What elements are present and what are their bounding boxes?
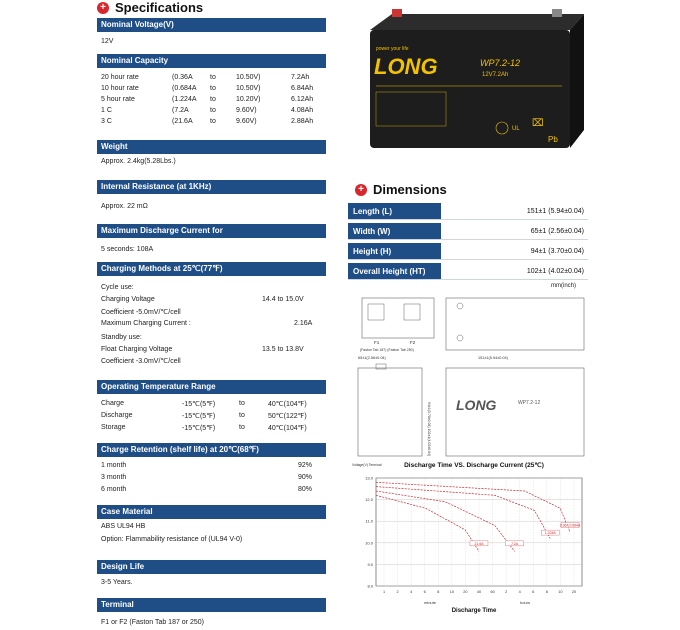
chart-x-tick: 60	[490, 590, 495, 594]
chart-x-tick: 40	[476, 590, 482, 594]
temp-cell: to	[239, 424, 245, 431]
capacity-cell: to	[210, 107, 216, 114]
charging-header: Charging Methods at 25℃(77℉)	[97, 262, 326, 276]
chart-data-label: 7.2A	[511, 541, 519, 546]
specifications-title: Specifications	[115, 0, 204, 15]
dimension-value: 94±1 (3.70±0.04)	[530, 248, 584, 255]
discharge-chart	[350, 458, 588, 616]
retention-value: 90%	[298, 474, 313, 481]
float-charging-value: 13.5 to 13.8V	[262, 346, 304, 353]
internal-resistance-header: Internal Resistance (at 1KHz)	[97, 180, 326, 194]
terminal-f1-drawing	[368, 304, 384, 320]
nominal-capacity-header: Nominal Capacity	[97, 54, 326, 68]
capacity-cell: 2.88Ah	[291, 118, 314, 125]
dimensions-heading	[355, 182, 447, 197]
chart-title: Discharge Time VS. Discharge Current (25℃)	[404, 462, 544, 469]
front-brand-logo: LONG	[456, 397, 497, 413]
capacity-cell: 3 C	[101, 118, 112, 125]
dimension-value: 151±1 (5.94±0.04)	[526, 208, 584, 215]
specifications-heading	[97, 0, 203, 15]
dimension-value: 102±1 (4.02±0.04)	[526, 268, 584, 275]
chart-y-tick: 13.0	[365, 475, 373, 481]
capacity-cell: 6.12Ah	[291, 96, 314, 103]
chart-x-tick: 20	[463, 590, 468, 594]
chart-y-tick: 8.0	[367, 583, 373, 589]
max-discharge-value: 5 seconds: 108A	[101, 246, 154, 253]
capacity-cell: 9.60V)	[236, 118, 257, 125]
chart-x-tick: 4	[410, 590, 413, 594]
pb-icon: Pb	[548, 135, 558, 144]
capacity-cell: (21.6A	[172, 118, 193, 125]
weight-header: Weight	[97, 140, 326, 154]
battery-brand-logo: LONG	[374, 54, 438, 79]
max-discharge-header: Maximum Discharge Current for	[97, 224, 326, 238]
temp-cell: Charge	[101, 400, 124, 407]
standby-use-label: Standby use:	[101, 334, 142, 341]
chart-x-tick: 6	[423, 590, 426, 594]
chart-x-tick: 8	[545, 590, 548, 594]
capacity-cell: to	[210, 85, 216, 92]
terminal-value: F1 or F2 (Faston Tab 187 or 250)	[101, 619, 204, 626]
terminal-positive	[392, 9, 402, 17]
nominal-voltage-value: 12V	[101, 38, 114, 45]
cycle-use-label: Cycle use:	[101, 284, 134, 291]
capacity-cell: to	[210, 74, 216, 81]
capacity-cell: to	[210, 96, 216, 103]
temp-cell: -15℃(5℉)	[182, 413, 216, 420]
plus-circle-icon: +	[355, 184, 367, 196]
battery-rating: 12V7.2Ah	[482, 72, 509, 78]
temp-cell: Discharge	[101, 412, 133, 419]
capacity-cell: 10.20V)	[236, 96, 261, 103]
dimension-value: 65±1 (2.56±0.04)	[530, 228, 584, 235]
chart-x-tick: 10	[558, 590, 563, 594]
temp-cell: to	[239, 400, 245, 407]
dimension-label: Overall Height (HT)	[348, 263, 441, 279]
f1-label: F1	[374, 340, 380, 345]
length-dim-label: 151±1(5.94±0.04)	[478, 356, 508, 360]
retention-value: 80%	[298, 486, 313, 493]
chart-y-tick: 11.0	[365, 518, 373, 524]
capacity-cell: (0.684A	[172, 85, 197, 92]
chart-ylabel: Voltage(V) Terminal	[352, 463, 382, 467]
x-unit-hours: hours	[519, 600, 531, 605]
temp-cell: 40℃(104℉)	[268, 425, 307, 432]
dimension-label: Height (H)	[348, 243, 441, 259]
capacity-cell: 1 C	[101, 107, 112, 114]
retention-period: 3 month	[101, 474, 127, 481]
dimensions-title: Dimensions	[373, 182, 447, 197]
temp-cell: -15℃(5℉)	[182, 425, 216, 432]
trash-bin-icon: ⌧	[532, 118, 544, 129]
plus-circle-icon: +	[97, 2, 109, 14]
capacity-cell: (7.2A	[172, 107, 189, 114]
max-charging-current-label: Maximum Charging Current :	[101, 320, 191, 327]
top-view-drawing	[446, 298, 584, 350]
battery-model: WP7.2-12	[480, 58, 521, 68]
coefficient-standby: Coefficient -3.0mV/℃/cell	[101, 358, 181, 365]
chart-xlabel: Discharge Time	[451, 608, 497, 614]
terminal-negative	[552, 9, 562, 17]
internal-resistance-value: Approx. 22 mΩ	[101, 203, 148, 210]
temp-cell: 50℃(122℉)	[268, 413, 307, 420]
dimension-row	[348, 243, 588, 260]
battery-top	[370, 14, 584, 30]
dimension-label: Length (L)	[348, 203, 441, 219]
temp-cell: -15℃(5℉)	[182, 401, 216, 408]
retention-period: 6 month	[101, 486, 127, 493]
battery-side	[570, 14, 584, 148]
capacity-cell: (0.36A	[172, 74, 193, 81]
chart-x-tick: 10	[449, 590, 454, 594]
dimension-row	[348, 203, 588, 220]
side-view-drawing	[358, 368, 422, 456]
capacity-cell: 9.60V)	[236, 107, 257, 114]
capacity-cell: 10.50V)	[236, 74, 261, 81]
charging-voltage-label: Charging Voltage	[101, 296, 155, 303]
capacity-cell: to	[210, 118, 216, 125]
width-dim-label: 65±1(2.56±0.04)	[358, 356, 386, 360]
temp-cell: 40℃(104℉)	[268, 401, 307, 408]
chart-data-label: 1.224A	[544, 531, 556, 536]
weight-value: Approx. 2.4kg(5.28Lbs.)	[101, 158, 176, 165]
capacity-cell: 10 hour rate	[101, 85, 139, 92]
technical-drawing	[348, 292, 588, 458]
retention-value: 92%	[298, 462, 313, 469]
unit-note: mm(inch)	[551, 283, 576, 289]
case-material-line1: ABS UL94 HB	[101, 523, 146, 530]
charge-retention-header: Charge Retention (shelf life) at 20℃(68℉)	[97, 443, 326, 457]
case-material-header: Case Material	[97, 505, 326, 519]
top-terminal-pos	[457, 303, 463, 309]
temp-cell: Storage	[101, 424, 126, 431]
chart-x-tick: 4	[518, 590, 521, 594]
chart-data-label: 21.6A	[474, 541, 484, 546]
coefficient-cycle: Coefficient -5.0mV/℃/cell	[101, 309, 181, 316]
capacity-cell: 6.84Ah	[291, 85, 314, 92]
chart-x-tick: 2	[505, 590, 508, 594]
chart-x-tick: 1	[382, 590, 386, 594]
dimension-row	[348, 223, 588, 240]
temp-cell: to	[239, 412, 245, 419]
front-model-label: WP7.2-12	[518, 400, 541, 406]
chart-x-tick: 8	[437, 590, 440, 594]
capacity-cell: 4.08Ah	[291, 107, 314, 114]
height-dim-label: 94±1(3.70±0.04) 102±1(4.02±0.04)	[427, 402, 431, 457]
x-unit-minute: minute	[423, 600, 437, 605]
design-life-value: 3-5 Years.	[101, 579, 133, 586]
ul-mark-icon: UL	[512, 126, 520, 132]
terminal-header: Terminal	[97, 598, 326, 612]
float-charging-label: Float Charging Voltage	[101, 346, 173, 353]
f2-label: F2	[410, 340, 416, 345]
case-material-line2: Option: Flammability resistance of (UL94 V-0)	[101, 536, 243, 543]
retention-period: 1 month	[101, 462, 127, 469]
chart-x-tick: 6	[532, 590, 535, 594]
battery-tagline: power your life	[376, 46, 409, 52]
chart-y-tick: 10.0	[365, 540, 373, 546]
operating-temp-header: Operating Temperature Range	[97, 380, 326, 394]
capacity-cell: 10.50V)	[236, 85, 261, 92]
nominal-voltage-header: Nominal Voltage(V)	[97, 18, 326, 32]
capacity-cell: 20 hour rate	[101, 74, 139, 81]
design-life-header: Design Life	[97, 560, 326, 574]
terminal-f2-drawing	[404, 304, 420, 320]
chart-data-label: 0.36A 0.684A	[559, 523, 581, 528]
max-charging-current-value: 2.16A	[294, 320, 313, 327]
battery-image	[362, 8, 588, 158]
chart-y-tick: 9.0	[367, 561, 373, 567]
capacity-cell: (1.224A	[172, 96, 197, 103]
top-terminal-neg	[457, 335, 463, 341]
faston-label: (Faston Tab 187) (Faston Tab 250)	[360, 348, 414, 352]
chart-x-tick: 2	[396, 590, 399, 594]
charging-voltage-value: 14.4 to 15.0V	[262, 296, 304, 303]
chart-y-tick: 12.0	[365, 497, 373, 503]
dimension-row	[348, 263, 588, 280]
capacity-cell: 7.2Ah	[291, 74, 310, 81]
capacity-cell: 5 hour rate	[101, 96, 135, 103]
chart-x-tick: 20	[571, 590, 577, 594]
dimension-label: Width (W)	[348, 223, 441, 239]
